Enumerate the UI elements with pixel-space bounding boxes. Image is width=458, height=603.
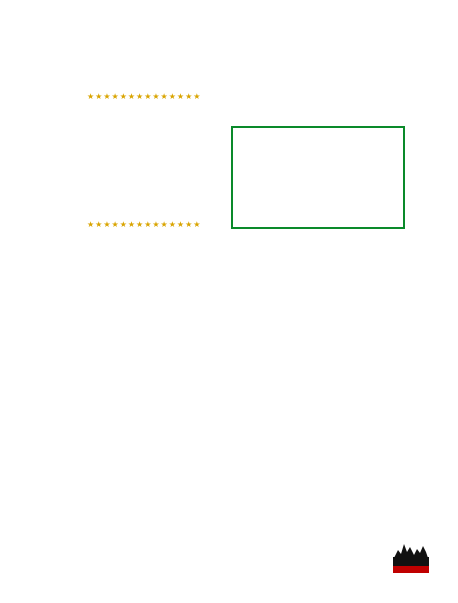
- our-town-belfast-logo: [392, 538, 430, 574]
- tree-border-right: [438, 0, 458, 603]
- tree-border-left: [0, 0, 20, 603]
- star-row-bottom: ★★★★★★★★★★★★★★: [87, 220, 202, 229]
- tree-border-top: [0, 0, 458, 20]
- invitation-box: [231, 126, 405, 229]
- star-row-top: ★★★★★★★★★★★★★★: [87, 92, 202, 101]
- tree-border-bottom: [0, 583, 458, 603]
